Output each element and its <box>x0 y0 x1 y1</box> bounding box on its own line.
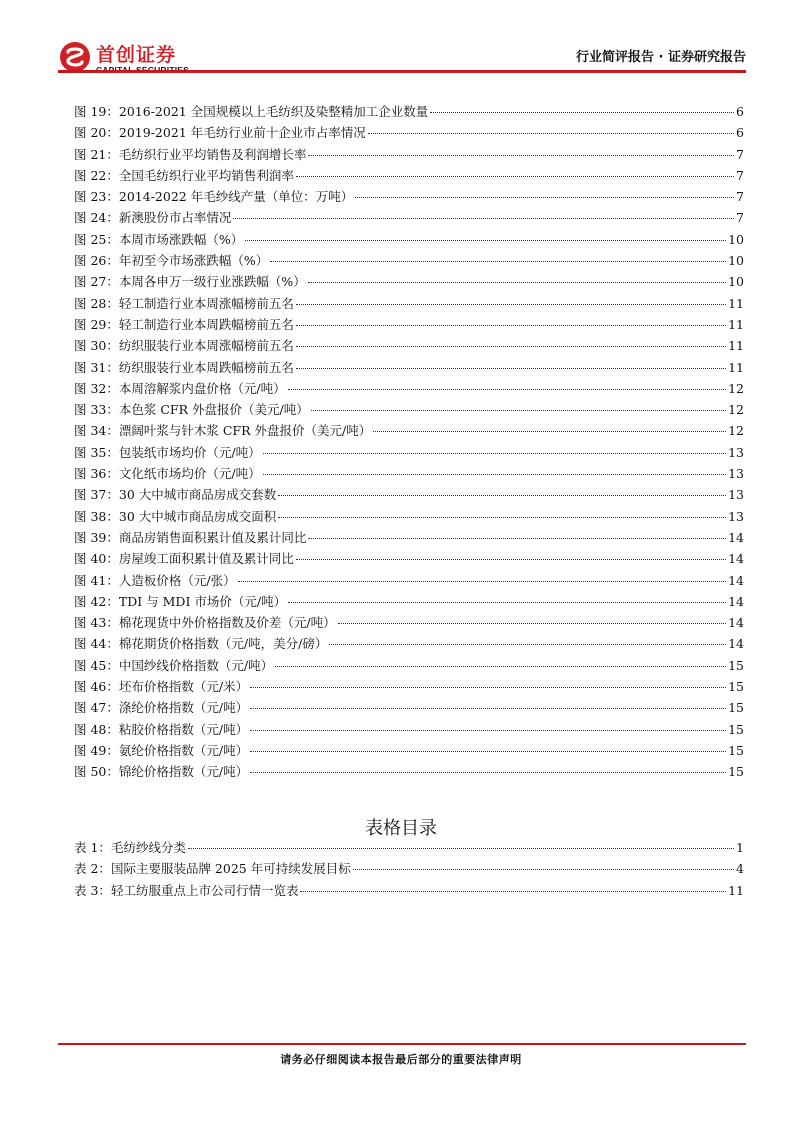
toc-entry-title: 轻工制造行业本周跌幅榜前五名 <box>118 316 294 332</box>
toc-entry-title: 本周溶解浆内盘价格（元/吨） <box>118 380 286 396</box>
toc-entry-page: 14 <box>728 572 744 588</box>
toc-entry[interactable] <box>74 592 744 613</box>
toc-dot-leader <box>296 559 726 560</box>
toc-entry-label: 图 26： <box>74 253 119 269</box>
toc-dot-leader <box>300 891 726 892</box>
toc-dot-leader <box>245 240 726 241</box>
toc-entry[interactable] <box>74 485 744 506</box>
toc-entry-label: 图 30： <box>74 338 119 354</box>
toc-entry-title: 坯布价格指数（元/米） <box>118 679 249 695</box>
toc-entry[interactable] <box>74 272 744 293</box>
toc-entry-label: 图 42： <box>74 593 119 609</box>
toc-entry[interactable] <box>74 208 744 229</box>
toc-entry-title: 轻工制造行业本周涨幅榜前五名 <box>118 295 294 311</box>
toc-entry-label: 图 32： <box>74 380 119 396</box>
toc-dot-leader <box>270 261 726 262</box>
toc-entry-page: 1 <box>736 840 744 855</box>
toc-entry[interactable] <box>74 571 744 592</box>
toc-entry-page: 14 <box>728 551 744 567</box>
toc-entry-label: 图 27： <box>74 274 119 290</box>
toc-dot-leader <box>263 474 726 475</box>
toc-entry-page: 7 <box>736 210 744 226</box>
toc-entry-label: 图 45： <box>74 657 119 673</box>
toc-entry-label: 图 24： <box>74 210 119 226</box>
toc-dot-leader <box>296 346 726 347</box>
toc-entry[interactable] <box>74 421 744 442</box>
toc-entry-title: 人造板价格（元/张） <box>118 572 236 588</box>
toc-entry-label: 图 20： <box>74 125 119 141</box>
toc-dot-leader <box>296 176 734 177</box>
toc-entry-page: 7 <box>736 146 744 162</box>
toc-entry[interactable] <box>74 379 744 400</box>
toc-entry-title: 本色浆 CFR 外盘报价（美元/吨） <box>118 402 309 418</box>
toc-entry-page: 12 <box>728 423 744 439</box>
toc-entry[interactable] <box>74 400 744 421</box>
toc-entry[interactable] <box>74 677 744 698</box>
toc-dot-leader <box>278 495 726 496</box>
toc-entry-page: 11 <box>728 295 744 311</box>
toc-entry-label: 图 49： <box>74 742 119 758</box>
toc-entry-title: 锦纶价格指数（元/吨） <box>118 764 249 780</box>
toc-entry-label: 图 22： <box>74 167 119 183</box>
toc-entry-label: 图 36： <box>74 466 119 482</box>
toc-dot-leader <box>308 155 734 156</box>
toc-entry-page: 15 <box>728 742 744 758</box>
toc-entry-title: 轻工纺服重点上市公司行情一览表 <box>110 882 299 898</box>
toc-entry[interactable] <box>74 294 744 315</box>
toc-entry[interactable] <box>74 230 744 251</box>
toc-dot-leader <box>308 538 726 539</box>
toc-dot-leader <box>238 581 726 582</box>
toc-dot-leader <box>233 218 734 219</box>
toc-entry[interactable] <box>74 549 744 570</box>
toc-entry-page: 14 <box>728 615 744 631</box>
toc-entry-label: 图 35： <box>74 444 119 460</box>
toc-entry-title: 商品房销售面积累计值及累计同比 <box>118 529 307 545</box>
toc-dot-leader <box>250 687 726 688</box>
toc-entry-title: 棉花现货中外价格指数及价差（元/吨） <box>118 615 336 631</box>
toc-entry-title: 纺织服装行业本周跌幅榜前五名 <box>118 359 294 375</box>
toc-entry-page: 13 <box>728 508 744 524</box>
toc-entry-page: 12 <box>728 380 744 396</box>
toc-entry-title: 国际主要服装品牌 2025 年可持续发展目标 <box>110 861 351 877</box>
toc-entry-title: 毛纺织行业平均销售及利润增长率 <box>118 146 307 162</box>
toc-entry-title: 房屋竣工面积累计值及累计同比 <box>118 551 294 567</box>
toc-entry-title: 新澳股份市占率情况 <box>118 210 232 226</box>
toc-entry[interactable] <box>74 187 744 208</box>
toc-entry[interactable] <box>74 720 744 741</box>
toc-entry[interactable] <box>74 634 744 655</box>
toc-entry[interactable] <box>74 145 744 166</box>
toc-entry-label: 表 1： <box>74 840 111 855</box>
toc-dot-leader <box>308 282 726 283</box>
toc-entry-page: 11 <box>728 338 744 354</box>
toc-entry-title: 30 大中城市商品房成交套数 <box>118 487 277 503</box>
toc-entry-page: 15 <box>728 700 744 716</box>
toc-entry-page: 13 <box>728 487 744 503</box>
tables-toc-heading: 表格目录 <box>365 818 437 839</box>
toc-entry-label: 图 44： <box>74 636 119 652</box>
toc-entry[interactable] <box>74 166 744 187</box>
toc-entry-page: 14 <box>728 593 744 609</box>
toc-entry-page: 14 <box>728 636 744 652</box>
toc-entry-page: 15 <box>728 679 744 695</box>
toc-entry-label: 表 2： <box>74 861 111 877</box>
toc-entry-label: 图 48： <box>74 721 119 737</box>
toc-dot-leader <box>338 623 726 624</box>
toc-entry-title: 本周市场涨跌幅（%） <box>118 231 244 247</box>
toc-entry-page: 10 <box>728 274 744 290</box>
toc-entry[interactable] <box>74 123 744 144</box>
toc-entry-title: 毛纺纱线分类 <box>110 840 186 855</box>
toc-entry[interactable] <box>74 102 744 123</box>
logo-chinese-name: 首创证券 <box>96 44 177 66</box>
toc-entry[interactable] <box>74 443 744 464</box>
toc-entry-page: 15 <box>728 764 744 780</box>
toc-entry[interactable] <box>74 881 744 902</box>
toc-entry[interactable] <box>74 528 744 549</box>
toc-entry-label: 图 25： <box>74 231 119 247</box>
toc-dot-leader <box>275 666 726 667</box>
toc-entry-page: 15 <box>728 657 744 673</box>
toc-entry-label: 图 29： <box>74 316 119 332</box>
toc-entry-label: 表 3： <box>74 882 111 898</box>
toc-entry[interactable] <box>74 251 744 272</box>
toc-entry[interactable] <box>74 656 744 677</box>
toc-entry-page: 11 <box>728 882 744 898</box>
toc-entry-label: 图 39： <box>74 529 119 545</box>
document-type-label: 行业简评报告 · 证券研究报告 <box>576 50 746 65</box>
page-header <box>58 34 746 74</box>
toc-entry-page: 15 <box>728 721 744 737</box>
toc-entry-label: 图 28： <box>74 295 119 311</box>
toc-entry-label: 图 37： <box>74 487 119 503</box>
toc-dot-leader <box>263 453 726 454</box>
toc-entry[interactable] <box>74 838 744 859</box>
toc-entry-label: 图 21： <box>74 146 119 162</box>
toc-entry-title: 本周各申万一级行业涨跌幅（%） <box>118 274 306 290</box>
toc-entry-label: 图 43： <box>74 615 119 631</box>
toc-entry-label: 图 47： <box>74 700 119 716</box>
toc-dot-leader <box>355 197 734 198</box>
toc-entry-label: 图 34： <box>74 423 119 439</box>
toc-entry-title: 包装纸市场均价（元/吨） <box>118 444 261 460</box>
toc-entry-label: 图 50： <box>74 764 119 780</box>
toc-entry-page: 6 <box>736 104 744 119</box>
toc-entry-label: 图 40： <box>74 551 119 567</box>
toc-entry[interactable] <box>74 741 744 762</box>
toc-entry-title: 棉花期货价格指数（元/吨，美分/磅） <box>118 636 328 652</box>
toc-dot-leader <box>278 517 726 518</box>
toc-entry[interactable] <box>74 464 744 485</box>
toc-entry-page: 14 <box>728 529 744 545</box>
toc-entry-title: 文化纸市场均价（元/吨） <box>118 466 261 482</box>
toc-entry-label: 图 19： <box>74 104 119 119</box>
toc-entry[interactable] <box>74 315 744 336</box>
toc-entry-title: 纺织服装行业本周涨幅榜前五名 <box>118 338 294 354</box>
toc-entry-page: 11 <box>728 316 744 332</box>
toc-dot-leader <box>250 772 726 773</box>
logo-mark-icon <box>58 40 92 74</box>
toc-dot-leader <box>373 431 726 432</box>
toc-dot-leader <box>311 410 726 411</box>
toc-entry-page: 13 <box>728 466 744 482</box>
toc-entry[interactable] <box>74 859 744 880</box>
toc-entry-label: 图 23： <box>74 189 119 205</box>
toc-entry-page: 7 <box>736 167 744 183</box>
toc-entry[interactable] <box>74 613 744 634</box>
toc-entry-title: TDI 与 MDI 市场价（元/吨） <box>118 593 287 609</box>
toc-entry-page: 6 <box>736 125 744 141</box>
toc-entry-title: 漂阔叶浆与针木浆 CFR 外盘报价（美元/吨） <box>118 423 372 439</box>
toc-entry-title: 年初至今市场涨跌幅（%） <box>118 253 269 269</box>
toc-dot-leader <box>250 708 726 709</box>
legal-notice: 请务必仔细阅读本报告最后部分的重要法律声明 <box>280 1053 522 1066</box>
toc-entry[interactable] <box>74 507 744 528</box>
toc-entry-page: 10 <box>728 253 744 269</box>
toc-entry-title: 氨纶价格指数（元/吨） <box>118 742 249 758</box>
toc-dot-leader <box>188 848 734 849</box>
toc-entry[interactable] <box>74 762 744 783</box>
toc-entry-title: 全国毛纺织行业平均销售利润率 <box>118 167 294 183</box>
toc-entry-label: 图 38： <box>74 508 119 524</box>
toc-entry-label: 图 46： <box>74 679 119 695</box>
toc-dot-leader <box>288 389 726 390</box>
toc-entry-title: 2016-2021 全国规模以上毛纺织及染整精加工企业数量 <box>118 104 429 119</box>
toc-entry-title: 涤纶价格指数（元/吨） <box>118 700 249 716</box>
toc-entry-title: 中国纱线价格指数（元/吨） <box>118 657 274 673</box>
toc-dot-leader <box>296 304 726 305</box>
toc-dot-leader <box>288 602 726 603</box>
toc-dot-leader <box>250 730 726 731</box>
figures-toc-list <box>74 102 744 784</box>
toc-dot-leader <box>368 133 734 134</box>
toc-entry-title: 2014-2022 年毛纱线产量（单位：万吨） <box>118 189 354 205</box>
toc-entry-page: 12 <box>728 402 744 418</box>
toc-dot-leader <box>296 368 726 369</box>
toc-entry-label: 图 31： <box>74 359 119 375</box>
toc-entry-page: 10 <box>728 231 744 247</box>
toc-dot-leader <box>250 751 726 752</box>
toc-dot-leader <box>353 869 734 870</box>
header-divider <box>58 70 746 73</box>
toc-dot-leader <box>329 644 726 645</box>
toc-entry-title: 30 大中城市商品房成交面积 <box>118 508 277 524</box>
toc-dot-leader <box>430 112 734 113</box>
toc-entry-page: 7 <box>736 189 744 205</box>
toc-entry-page: 4 <box>736 861 744 877</box>
tables-toc-list <box>74 838 744 902</box>
footer-divider <box>58 1043 746 1045</box>
toc-entry-page: 13 <box>728 444 744 460</box>
toc-entry-title: 粘胶价格指数（元/吨） <box>118 721 249 737</box>
toc-entry-page: 11 <box>728 359 744 375</box>
toc-entry[interactable] <box>74 336 744 357</box>
toc-entry-title: 2019-2021 年毛纺行业前十企业市占率情况 <box>118 125 366 141</box>
toc-entry[interactable] <box>74 698 744 719</box>
toc-entry-label: 图 33： <box>74 402 119 418</box>
toc-entry-label: 图 41： <box>74 572 119 588</box>
toc-dot-leader <box>296 325 726 326</box>
toc-entry[interactable] <box>74 358 744 379</box>
